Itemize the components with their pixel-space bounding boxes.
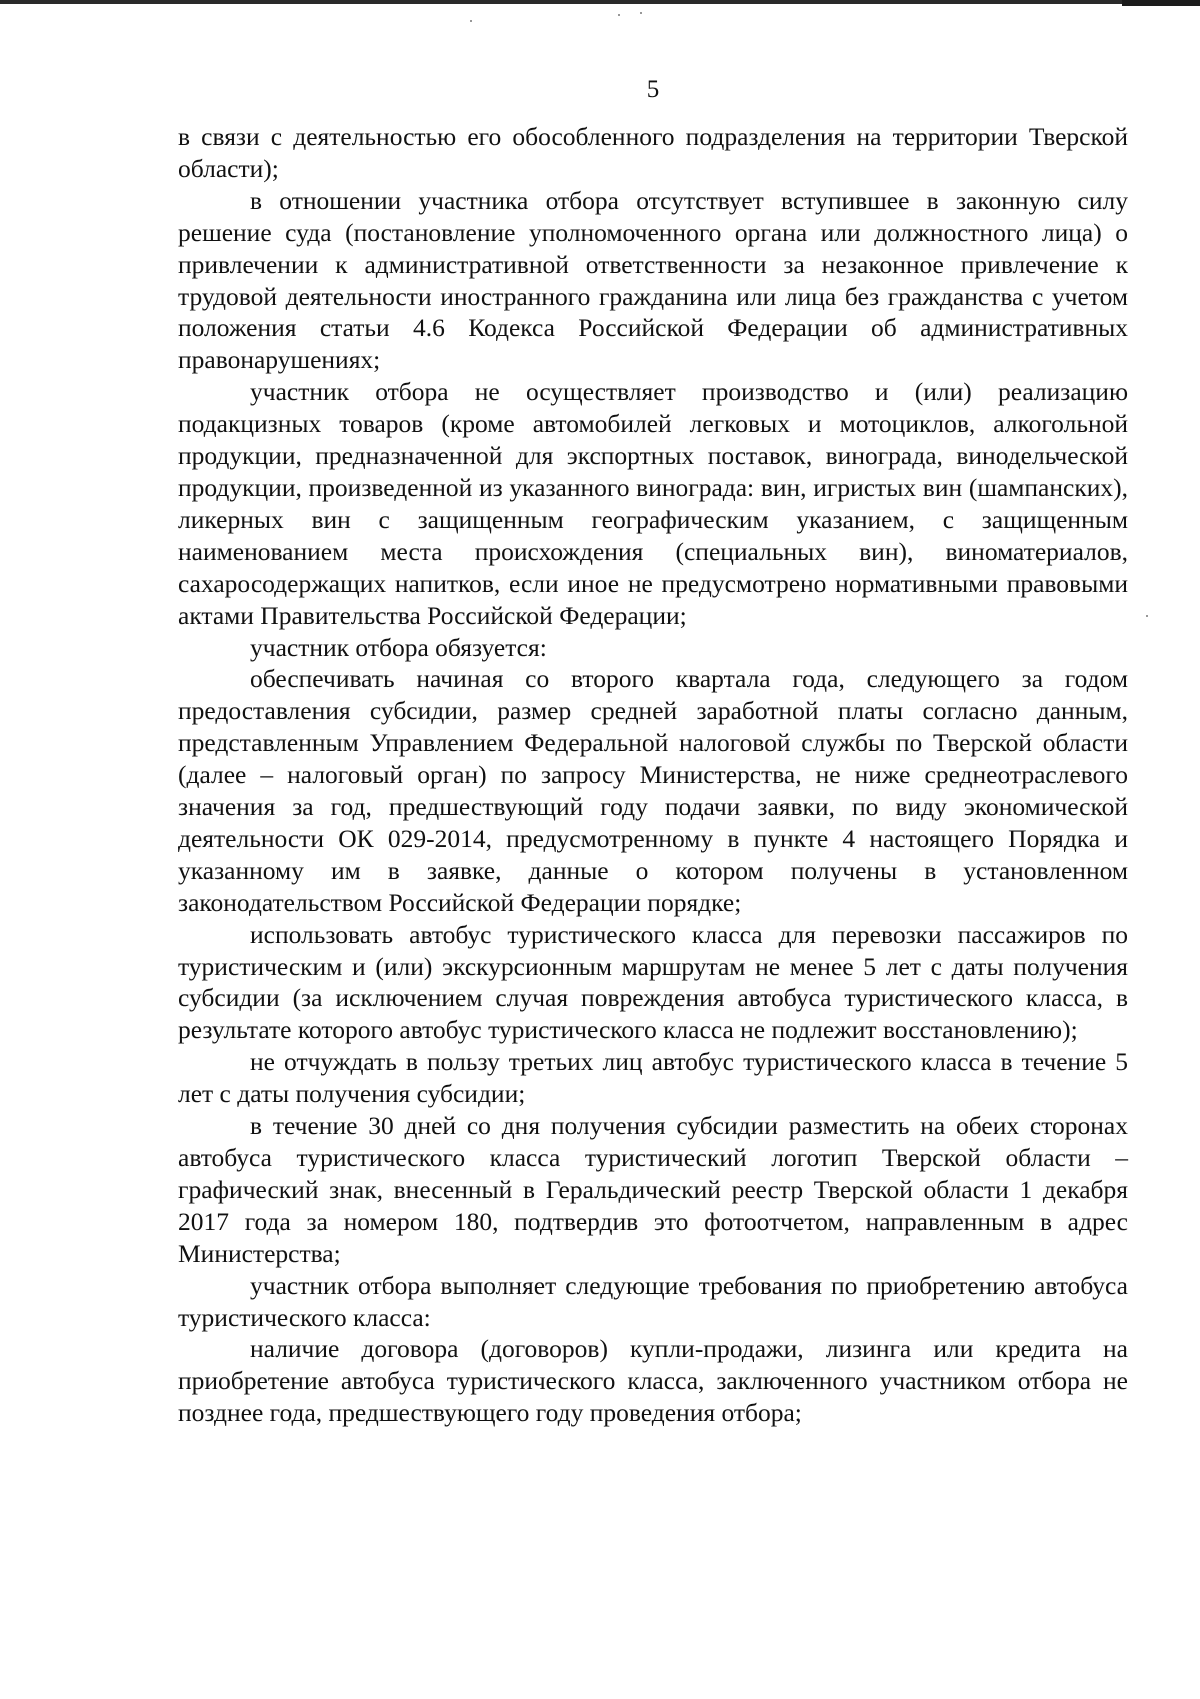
paragraph: наличие договора (договоров) купли-продажи, лизинга или кредита на приобретение автобуса туристического класса, заключенного участником отбора не позднее года, предшествующего году проведения отбора; xyxy=(178,1334,1128,1428)
paragraph: использовать автобус туристического класса для перевозки пассажиров по туристическим и (или) экскурсионным маршрутам не менее 5 лет с даты получения субсидии (за исключением случая повреждения автобуса туристического класса, в результате которого автобус туристического класса не подлежит восстановлению); xyxy=(178,919,1128,1045)
scan-speck xyxy=(1146,615,1148,617)
paragraph: обеспечивать начиная со второго квартала года, следующего за годом предоставления субсидии, размер средней заработной платы согласно данным, представленным Управлением Федеральной налоговой службы по Тверской области (далее – налоговый орган) по запросу Министерства, не ниже среднеотраслевого значения за год, предшествующий году подачи заявки, по виду экономической деятельности ОК 029-2014, предусмотренному в пункте 4 настоящего Порядка и указанному им в заявке, данные о котором получены в установленном законодательством Российской Федерации порядке; xyxy=(178,664,1128,917)
page-number: 5 xyxy=(646,76,660,103)
paragraph: не отчуждать в пользу третьих лиц автобус туристического класса в течение 5 лет с даты получения субсидии; xyxy=(178,1047,1128,1109)
paragraph: участник отбора обязуется: xyxy=(250,632,547,662)
paragraph: участник отбора не осуществляет производство и (или) реализацию подакцизных товаров (кроме автомобилей легковых и мотоциклов, алкогольной продукции, предназначенной для экспортных поставок, винограда, винодельческой продукции, произведенной из указанного винограда: вин, игристых вин (шампанских), ликерных вин с защищенным географическим указанием, с защищенным наименованием места происхождения (специальных вин), виноматериалов, сахаросодержащих напитков, если иное не предусмотрено нормативными правовыми актами Правительства Российской Федерации; xyxy=(178,377,1128,630)
paragraph: участник отбора выполняет следующие требования по приобретению автобуса туристического класса: xyxy=(178,1270,1128,1332)
scan-top-edge xyxy=(0,0,1200,4)
scan-speck xyxy=(640,12,642,14)
scan-top-right-edge xyxy=(1122,0,1200,6)
scan-speck xyxy=(618,14,620,16)
paragraph: в отношении участника отбора отсутствует вступившее в законную силу решение суда (постановление уполномоченного органа или должностного лица) о привлечении к административной ответственности за незаконное привлечение к трудовой деятельности иностранного гражданина или лица без гражданства с учетом положения статьи 4.6 Кодекса Российской Федерации об административных правонарушениях; xyxy=(178,185,1128,375)
document-body xyxy=(178,121,1128,1429)
paragraph: в связи с деятельностью его обособленного подразделения на территории Тверской области); xyxy=(178,122,1128,183)
scan-speck xyxy=(470,20,472,22)
paragraph: в течение 30 дней со дня получения субсидии разместить на обеих сторонах автобуса туристического класса туристический логотип Тверской области – графический знак, внесенный в Геральдический реестр Тверской области 1 декабря 2017 года за номером 180, подтвердив это фотоотчетом, направленным в адрес Министерства; xyxy=(178,1111,1128,1268)
